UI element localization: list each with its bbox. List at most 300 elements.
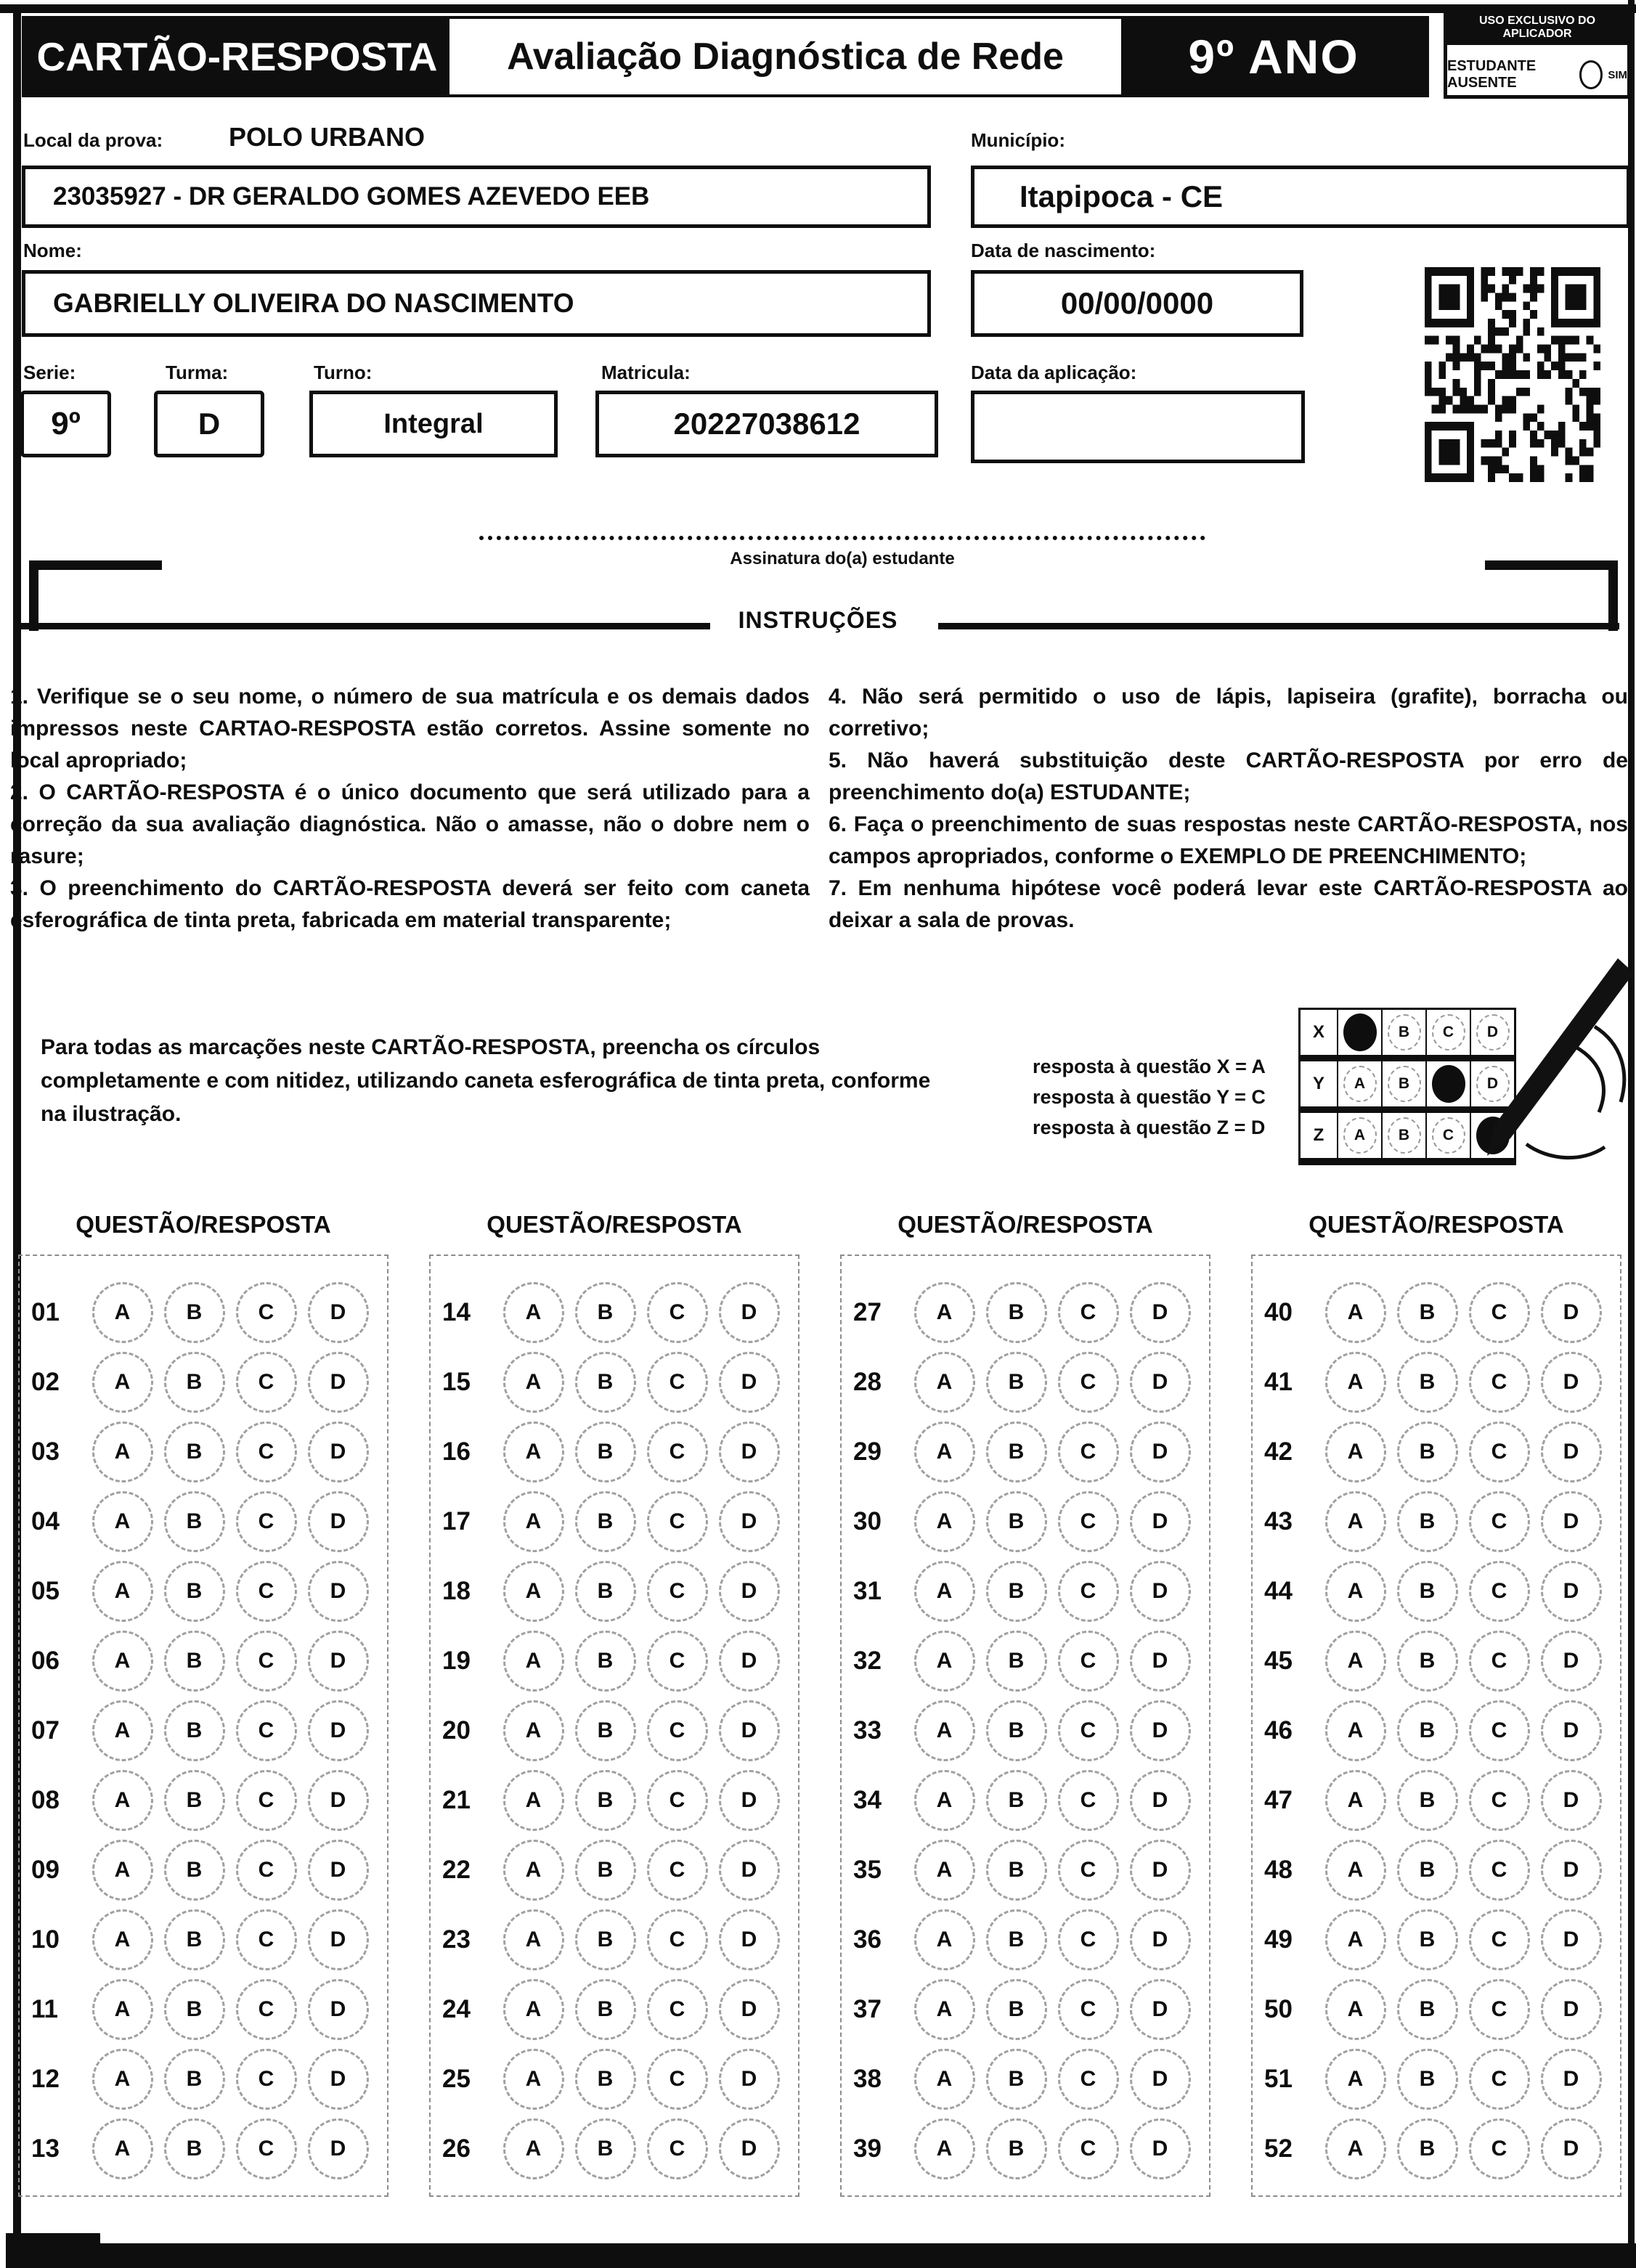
answer-bubble[interactable]: D [308, 1700, 369, 1761]
answer-bubble[interactable]: D [1541, 1352, 1602, 1413]
answer-bubble[interactable]: D [719, 1770, 780, 1831]
question-row [1253, 1975, 1620, 2044]
answer-bubble[interactable]: A [92, 1282, 153, 1343]
question-number: 48 [1264, 1856, 1293, 1884]
pencil-hand-illustration-icon [1417, 957, 1635, 1175]
answer-bubble[interactable]: D [308, 1352, 369, 1413]
answer-bubble[interactable]: D [1130, 1979, 1191, 2040]
answer-bubble[interactable]: D [1541, 1909, 1602, 1970]
answer-bubble[interactable]: A [914, 1352, 975, 1413]
question-row [20, 2114, 387, 2184]
answer-bubbles [497, 1352, 798, 1413]
answer-bubble[interactable]: B [164, 1421, 225, 1482]
answer-bubble[interactable]: B [986, 1421, 1047, 1482]
exam-title: Avaliação Diagnóstica de Rede [449, 19, 1121, 94]
example-row-label: Y [1301, 1061, 1338, 1106]
answer-bubble[interactable]: D [719, 1491, 780, 1552]
answer-bubble[interactable]: A [503, 1909, 564, 1970]
answer-bubble[interactable]: B [575, 1421, 636, 1482]
answer-bubble[interactable]: A [914, 1979, 975, 2040]
answer-bubbles [1319, 1840, 1620, 1901]
answer-bubble[interactable]: D [1541, 1979, 1602, 2040]
answer-bubble[interactable]: C [1469, 1282, 1530, 1343]
answer-bubble[interactable]: B [575, 1561, 636, 1622]
answer-bubble[interactable]: D [1541, 1700, 1602, 1761]
question-number: 39 [853, 2134, 882, 2163]
instruction-item: 4. Não será permitido o uso de lápis, lapiseira (grafite), borracha ou corretivo; [829, 685, 1628, 741]
answer-bubble[interactable]: C [647, 1561, 708, 1622]
question-row [431, 2114, 798, 2184]
answer-bubble[interactable]: A [92, 1909, 153, 1970]
example-option-bubble: C [1427, 1113, 1471, 1158]
answer-bubble[interactable]: B [575, 2049, 636, 2110]
answer-bubble[interactable]: C [1469, 1421, 1530, 1482]
serie-box [20, 391, 111, 457]
instructions-title: INSTRUÇÕES [738, 607, 898, 633]
answer-bubbles [1319, 2049, 1620, 2110]
question-row [842, 2044, 1209, 2114]
answer-bubble[interactable]: A [503, 1700, 564, 1761]
answer-bubble[interactable]: D [719, 1352, 780, 1413]
question-row [842, 1278, 1209, 1347]
answer-bubble[interactable]: D [1130, 1840, 1191, 1901]
answer-bubbles [86, 1700, 387, 1761]
answer-bubbles [1319, 1700, 1620, 1761]
answer-bubble[interactable]: A [503, 1770, 564, 1831]
answer-bubble[interactable]: B [1397, 1700, 1458, 1761]
answer-bubbles [497, 1770, 798, 1831]
answer-bubble[interactable]: C [236, 1909, 297, 1970]
answer-bubble[interactable]: B [575, 1840, 636, 1901]
answer-bubble[interactable]: B [164, 1770, 225, 1831]
answer-bubble[interactable]: B [986, 1561, 1047, 1622]
question-row [842, 1626, 1209, 1696]
question-number: 25 [442, 2065, 471, 2093]
answer-bubble[interactable]: C [1469, 1631, 1530, 1692]
answer-bubble[interactable]: A [914, 1421, 975, 1482]
question-row [20, 1766, 387, 1835]
answer-bubble[interactable]: A [503, 1631, 564, 1692]
answer-bubble[interactable]: B [575, 1491, 636, 1552]
question-number: 50 [1264, 1995, 1293, 2023]
answer-bubble[interactable]: C [1058, 1421, 1119, 1482]
question-column-header: QUESTÃO/RESPOSTA [76, 1211, 331, 1238]
question-number: 47 [1264, 1786, 1293, 1814]
answer-bubble[interactable]: B [986, 1491, 1047, 1552]
answer-bubble[interactable]: A [914, 2118, 975, 2179]
answer-bubble[interactable]: C [1058, 1700, 1119, 1761]
question-number: 09 [31, 1856, 60, 1884]
answer-bubble[interactable]: B [575, 1282, 636, 1343]
nome-value: GABRIELLY OLIVEIRA DO NASCIMENTO [53, 288, 574, 318]
answer-bubble[interactable]: C [647, 2049, 708, 2110]
answer-bubble[interactable]: B [164, 1352, 225, 1413]
answer-bubble[interactable]: B [164, 1840, 225, 1901]
answer-bubble[interactable]: D [308, 2118, 369, 2179]
answer-bubble[interactable]: A [1325, 1700, 1386, 1761]
answer-bubble[interactable]: D [1541, 1491, 1602, 1552]
grade-badge: 9º ANO [1121, 19, 1426, 94]
answer-bubble[interactable]: D [308, 1770, 369, 1831]
municipio-value: Itapipoca - CE [1020, 179, 1224, 213]
answer-bubble[interactable]: C [1469, 1840, 1530, 1901]
answer-bubble[interactable]: A [92, 1491, 153, 1552]
answer-bubble[interactable]: C [1469, 2049, 1530, 2110]
answer-bubble[interactable]: B [1397, 2049, 1458, 2110]
answer-bubble[interactable]: B [986, 1979, 1047, 2040]
answer-bubble[interactable]: D [1541, 1421, 1602, 1482]
answer-bubble[interactable]: B [986, 1282, 1047, 1343]
answer-bubble[interactable]: A [92, 1631, 153, 1692]
answer-bubble[interactable]: A [503, 1840, 564, 1901]
question-number: 02 [31, 1368, 60, 1396]
example-option-bubble: B [1383, 1061, 1427, 1106]
answer-bubbles [908, 1282, 1209, 1343]
question-number: 41 [1264, 1368, 1293, 1396]
answer-bubble[interactable]: D [719, 1840, 780, 1901]
answer-bubble[interactable]: A [503, 1491, 564, 1552]
answer-bubble[interactable]: C [1058, 1352, 1119, 1413]
answer-bubble[interactable]: A [914, 1631, 975, 1692]
answer-bubble[interactable]: A [92, 1840, 153, 1901]
question-number: 26 [442, 2134, 471, 2163]
answer-bubble[interactable]: B [164, 1282, 225, 1343]
answer-bubble[interactable]: C [647, 1979, 708, 2040]
answer-bubble[interactable]: C [236, 1561, 297, 1622]
nascimento-value: 00/00/0000 [1060, 286, 1214, 320]
answer-bubble[interactable]: C [1469, 1352, 1530, 1413]
answer-bubble[interactable]: C [236, 1491, 297, 1552]
nome-label: Nome: [23, 240, 82, 261]
answer-bubble[interactable]: C [236, 2049, 297, 2110]
example-legend-line: resposta à questão Y = C [1033, 1086, 1266, 1108]
answer-bubble[interactable]: D [1541, 1561, 1602, 1622]
question-row [431, 1975, 798, 2044]
answer-bubble[interactable]: B [575, 1979, 636, 2040]
school-value: 23035927 - DR GERALDO GOMES AZEVEDO EEB [53, 182, 650, 211]
answer-bubble[interactable]: B [575, 1909, 636, 1970]
answer-bubble[interactable]: B [575, 1770, 636, 1831]
signature-label: Assinatura do(a) estudante [730, 549, 955, 568]
answer-bubble[interactable]: B [986, 1770, 1047, 1831]
answer-bubble[interactable]: B [1397, 1282, 1458, 1343]
answer-bubbles [1319, 1561, 1620, 1622]
question-row [842, 1835, 1209, 1905]
answer-bubble[interactable]: B [164, 1631, 225, 1692]
answer-bubble[interactable]: A [1325, 2049, 1386, 2110]
answer-bubble[interactable]: B [164, 1700, 225, 1761]
answer-bubble[interactable]: D [719, 1631, 780, 1692]
answer-bubble[interactable]: B [164, 1491, 225, 1552]
question-number: 06 [31, 1647, 60, 1675]
answer-bubble[interactable]: C [647, 1352, 708, 1413]
question-row [20, 1905, 387, 1975]
answer-bubble[interactable]: D [1130, 1352, 1191, 1413]
answer-bubble[interactable]: C [647, 1631, 708, 1692]
answer-bubble[interactable]: A [503, 2118, 564, 2179]
answer-bubble[interactable]: C [1469, 1979, 1530, 2040]
answer-bubble[interactable]: B [986, 2118, 1047, 2179]
answer-bubble[interactable]: C [236, 1421, 297, 1482]
question-number: 12 [31, 2065, 60, 2093]
answer-bubble[interactable]: A [92, 1421, 153, 1482]
answer-bubble[interactable]: D [1130, 1700, 1191, 1761]
answer-bubble[interactable]: D [308, 1421, 369, 1482]
answer-bubble[interactable]: D [1130, 1421, 1191, 1482]
answer-bubble[interactable]: C [236, 1979, 297, 2040]
answer-bubble[interactable]: B [164, 2049, 225, 2110]
answer-bubble[interactable]: A [1325, 1631, 1386, 1692]
example-option-bubble: C [1427, 1010, 1471, 1055]
answer-bubble[interactable]: A [92, 1770, 153, 1831]
answer-bubble[interactable]: A [1325, 1561, 1386, 1622]
answer-bubble[interactable]: B [1397, 1909, 1458, 1970]
answer-bubble[interactable]: C [1058, 1491, 1119, 1552]
scan-top-border [0, 4, 1636, 13]
answer-bubble[interactable]: B [1397, 1352, 1458, 1413]
answer-bubble[interactable]: C [1058, 1840, 1119, 1901]
answer-bubble[interactable]: A [92, 2049, 153, 2110]
municipio-box [971, 166, 1630, 228]
answer-bubble[interactable]: B [986, 1840, 1047, 1901]
answer-bubbles [86, 1352, 387, 1413]
answer-bubble[interactable]: C [236, 1770, 297, 1831]
answer-bubble[interactable]: A [914, 1491, 975, 1552]
answer-bubble[interactable]: A [92, 1561, 153, 1622]
answer-bubble[interactable]: B [1397, 1491, 1458, 1552]
answer-bubble[interactable]: A [503, 2049, 564, 2110]
answer-bubble[interactable]: D [308, 1491, 369, 1552]
answer-bubble[interactable]: D [308, 1561, 369, 1622]
answer-bubble[interactable]: A [1325, 1352, 1386, 1413]
question-number: 28 [853, 1368, 882, 1396]
answer-bubble[interactable]: C [236, 1352, 297, 1413]
turno-value: Integral [383, 408, 484, 439]
question-row [1253, 1557, 1620, 1626]
school-box [22, 166, 931, 228]
answer-bubble[interactable]: D [719, 1909, 780, 1970]
answer-bubble[interactable]: C [1469, 1700, 1530, 1761]
answer-bubble[interactable]: D [308, 1631, 369, 1692]
answer-bubble[interactable]: C [1058, 1770, 1119, 1831]
answer-bubble[interactable]: A [1325, 1491, 1386, 1552]
answer-bubble[interactable]: C [1469, 1770, 1530, 1831]
answer-bubble[interactable]: B [986, 1700, 1047, 1761]
answer-bubble[interactable]: D [719, 1561, 780, 1622]
answer-bubble[interactable]: D [308, 1282, 369, 1343]
answer-bubbles [497, 1421, 798, 1482]
answer-bubble[interactable]: D [1130, 2049, 1191, 2110]
answer-bubble[interactable]: D [1541, 1770, 1602, 1831]
answer-bubble[interactable]: D [719, 1282, 780, 1343]
answer-bubble[interactable]: C [647, 1282, 708, 1343]
answer-bubble[interactable]: B [575, 1631, 636, 1692]
answer-bubble[interactable]: A [1325, 1840, 1386, 1901]
answer-bubble[interactable]: C [647, 1491, 708, 1552]
question-number: 19 [442, 1647, 471, 1675]
applicator-box [1444, 6, 1631, 99]
question-row [431, 1766, 798, 1835]
local-da-prova-label: Local da prova: [23, 129, 163, 151]
answer-bubble[interactable]: B [1397, 1770, 1458, 1831]
answer-bubble[interactable]: D [719, 1979, 780, 2040]
answer-bubble[interactable]: B [986, 1352, 1047, 1413]
answer-bubble[interactable]: B [575, 2118, 636, 2179]
question-number: 08 [31, 1786, 60, 1814]
answer-bubble[interactable]: B [1397, 1561, 1458, 1622]
answer-bubble[interactable]: D [1130, 1909, 1191, 1970]
answer-bubble[interactable]: D [1541, 2118, 1602, 2179]
answer-bubble[interactable]: A [1325, 2118, 1386, 2179]
question-row [842, 1347, 1209, 1417]
answer-bubble[interactable]: A [503, 1282, 564, 1343]
answer-bubble[interactable]: D [719, 2049, 780, 2110]
answer-bubble[interactable]: C [1469, 1909, 1530, 1970]
card-title: CARTÃO-RESPOSTA [25, 19, 449, 94]
answer-bubble[interactable]: A [1325, 1979, 1386, 2040]
question-row [20, 1487, 387, 1557]
answer-bubble[interactable]: A [503, 1421, 564, 1482]
answer-bubble[interactable]: C [1058, 1631, 1119, 1692]
answer-bubble[interactable]: A [503, 1979, 564, 2040]
question-row [20, 2044, 387, 2114]
answer-bubble[interactable]: A [92, 1352, 153, 1413]
answer-bubble[interactable]: C [236, 1700, 297, 1761]
example-legend-line: resposta à questão Z = D [1033, 1117, 1266, 1138]
answer-bubble[interactable]: C [236, 2118, 297, 2179]
example-option-bubble: A [1338, 1113, 1383, 1158]
answer-bubble[interactable]: C [236, 1840, 297, 1901]
question-column-header: QUESTÃO/RESPOSTA [1309, 1211, 1564, 1238]
answer-bubble[interactable]: B [986, 2049, 1047, 2110]
answer-bubble[interactable]: B [575, 1700, 636, 1761]
answer-bubbles [908, 1840, 1209, 1901]
answer-bubble[interactable]: D [1541, 1631, 1602, 1692]
answer-bubble[interactable]: A [503, 1561, 564, 1622]
answer-bubble[interactable]: A [92, 2118, 153, 2179]
answer-bubble[interactable]: A [914, 1770, 975, 1831]
answer-bubble[interactable]: C [647, 2118, 708, 2179]
question-number: 45 [1264, 1647, 1293, 1675]
answer-bubble[interactable]: C [647, 1421, 708, 1482]
answer-bubble[interactable]: C [1469, 1561, 1530, 1622]
answer-bubble[interactable]: D [719, 1421, 780, 1482]
answer-bubble[interactable]: B [164, 1561, 225, 1622]
answer-bubble[interactable]: A [914, 1840, 975, 1901]
answer-bubble[interactable]: D [1541, 1840, 1602, 1901]
answer-bubble[interactable]: B [1397, 1840, 1458, 1901]
answer-bubble[interactable]: A [1325, 1421, 1386, 1482]
answer-bubble[interactable]: B [575, 1352, 636, 1413]
answer-bubble[interactable]: A [1325, 1282, 1386, 1343]
answer-bubble[interactable]: B [1397, 1979, 1458, 2040]
turma-value: D [198, 407, 221, 441]
answer-bubble[interactable]: D [719, 2118, 780, 2179]
answer-bubble[interactable]: C [1058, 1979, 1119, 2040]
answer-bubble[interactable]: D [719, 1700, 780, 1761]
answer-bubble[interactable]: D [1130, 1282, 1191, 1343]
question-row [431, 1487, 798, 1557]
answer-bubble[interactable]: A [914, 1561, 975, 1622]
answer-bubble[interactable]: B [1397, 1421, 1458, 1482]
question-row [1253, 1905, 1620, 1975]
answer-bubble[interactable]: C [1469, 2118, 1530, 2179]
answer-bubble[interactable]: C [1469, 1491, 1530, 1552]
question-row [431, 1835, 798, 1905]
question-number: 18 [442, 1577, 471, 1605]
question-number: 35 [853, 1856, 882, 1884]
answer-bubble[interactable]: A [914, 1700, 975, 1761]
answer-bubble[interactable]: D [1130, 2118, 1191, 2179]
answer-bubble[interactable]: D [1130, 1631, 1191, 1692]
question-number: 16 [442, 1437, 471, 1466]
answer-bubble[interactable]: A [92, 1700, 153, 1761]
answer-bubble[interactable]: A [1325, 1909, 1386, 1970]
answer-bubble[interactable]: D [308, 1909, 369, 1970]
answer-bubble[interactable]: A [1325, 1770, 1386, 1831]
answer-bubble[interactable]: C [1058, 1282, 1119, 1343]
local-da-prova-value: POLO URBANO [229, 122, 425, 152]
answer-bubble[interactable]: A [914, 1909, 975, 1970]
example-option-bubble: D [1471, 1061, 1514, 1106]
question-number: 27 [853, 1298, 882, 1326]
answer-bubble[interactable]: A [92, 1979, 153, 2040]
question-number: 38 [853, 2065, 882, 2093]
answer-bubble[interactable]: A [503, 1352, 564, 1413]
qr-code-icon [1425, 267, 1600, 482]
question-row [1253, 1278, 1620, 1347]
answer-bubble[interactable]: B [1397, 1631, 1458, 1692]
answer-bubble[interactable]: B [164, 1979, 225, 2040]
header-strip [22, 16, 1429, 97]
answer-bubble[interactable]: B [986, 1631, 1047, 1692]
answer-bubbles [497, 2118, 798, 2179]
answer-bubble[interactable]: B [164, 2118, 225, 2179]
answer-bubble[interactable]: D [308, 2049, 369, 2110]
answer-bubble[interactable]: B [164, 1909, 225, 1970]
answer-bubble[interactable]: A [914, 2049, 975, 2110]
answer-bubble[interactable]: C [647, 1840, 708, 1901]
answer-bubbles [908, 1561, 1209, 1622]
example-row-label: Z [1301, 1113, 1338, 1158]
answer-bubble[interactable]: C [1058, 1561, 1119, 1622]
turno-box [309, 391, 558, 457]
answer-bubble[interactable]: C [647, 1909, 708, 1970]
answer-bubble[interactable]: D [308, 1979, 369, 2040]
answer-bubble[interactable]: C [1058, 1909, 1119, 1970]
question-row [431, 1417, 798, 1487]
answer-bubble[interactable]: B [1397, 2118, 1458, 2179]
answer-bubble[interactable]: C [647, 1770, 708, 1831]
answer-bubble[interactable]: D [1130, 1770, 1191, 1831]
answer-bubble[interactable]: C [647, 1700, 708, 1761]
answer-bubble[interactable]: C [1058, 2049, 1119, 2110]
answer-bubble[interactable]: D [1130, 1561, 1191, 1622]
answer-bubble[interactable]: C [236, 1631, 297, 1692]
answer-bubble[interactable]: D [1541, 2049, 1602, 2110]
answer-bubble[interactable]: C [1058, 2118, 1119, 2179]
answer-bubble[interactable]: D [308, 1840, 369, 1901]
question-number: 14 [442, 1298, 471, 1326]
student-absent-bubble[interactable] [1579, 60, 1603, 89]
answer-bubble[interactable]: D [1541, 1282, 1602, 1343]
question-number: 20 [442, 1716, 471, 1745]
answer-bubble[interactable]: D [1130, 1491, 1191, 1552]
answer-bubble[interactable]: C [236, 1282, 297, 1343]
question-row [842, 1557, 1209, 1626]
answer-bubble[interactable]: B [986, 1909, 1047, 1970]
answer-bubble[interactable]: A [914, 1282, 975, 1343]
